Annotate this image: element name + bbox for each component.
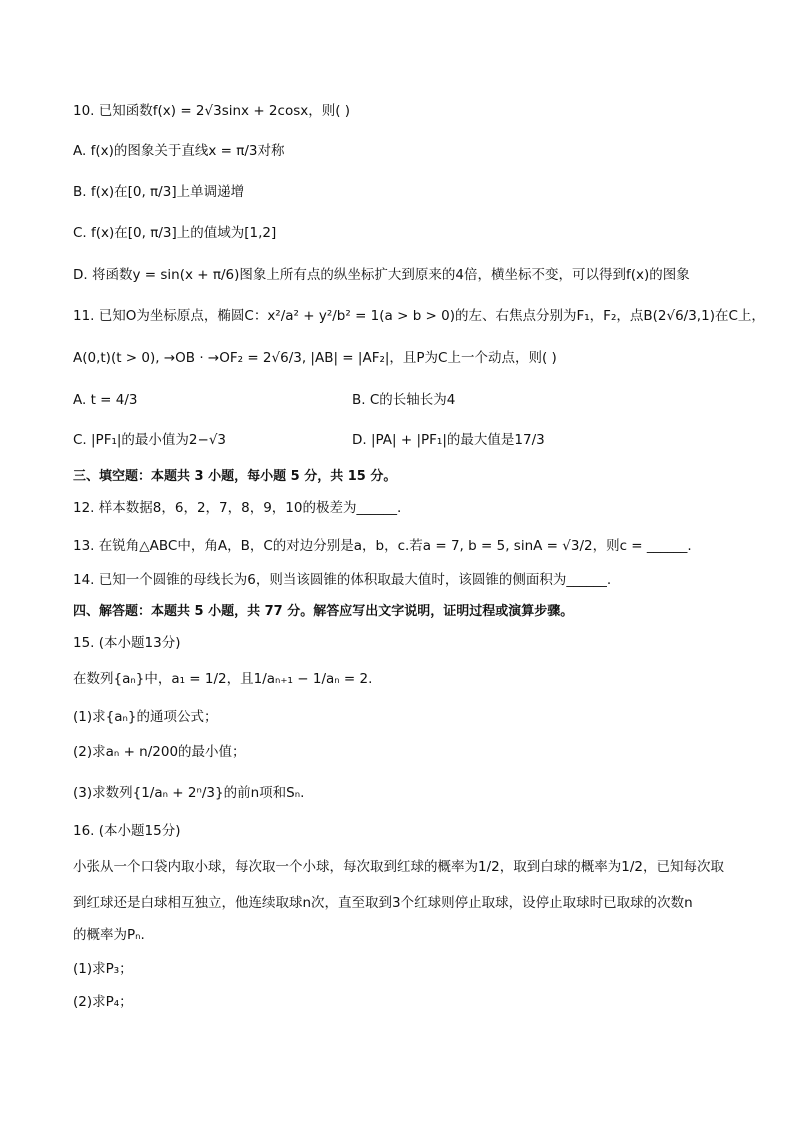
- question-11-option-b: B. C的长轴长为4: [352, 392, 456, 408]
- question-16-stem-line3: 的概率为Pₙ.: [73, 927, 145, 943]
- question-10-stem: 10. 已知函数f(x) = 2√3sinx + 2cosx，则( ): [73, 103, 351, 119]
- question-10-option-c: C. f(x)在[0, π/3]上的值域为[1,2]: [73, 225, 277, 241]
- question-14: 14. 已知一个圆锥的母线长为6，则当该圆锥的体积取最大值时，该圆锥的侧面积为______.: [73, 572, 612, 588]
- question-15-header: 15. (本小题13分): [73, 635, 181, 651]
- question-11-stem-line1: 11. 已知O为坐标原点，椭圆C：x²/a² + y²/b² = 1(a > b > 0)的左、右焦点分别为F₁，F₂，点B(2√6/3,1)在C上，: [73, 308, 765, 324]
- question-16-header: 16. (本小题15分): [73, 823, 181, 839]
- question-10-option-a: A. f(x)的图象关于直线x = π/3对称: [73, 143, 285, 159]
- section-3-heading: 三、填空题：本题共 3 小题，每小题 5 分，共 15 分。: [73, 469, 397, 484]
- question-13: 13. 在锐角△ABC中，角A，B，C的对边分别是a，b，c.若a = 7, b = 5, sinA = √3/2，则c = ______.: [73, 538, 692, 554]
- question-16-part-2: (2)求P₄；: [73, 994, 133, 1010]
- question-16-part-1: (1)求P₃；: [73, 961, 133, 977]
- question-11-stem-line2: A(0,t)(t > 0), →OB · →OF₂ = 2√6/3, |AB| = |AF₂|，且P为C上一个动点，则( ): [73, 350, 557, 366]
- question-10-option-b: B. f(x)在[0, π/3]上单调递增: [73, 184, 245, 200]
- question-10-option-d: D. 将函数y = sin(x + π/6)图象上所有点的纵坐标扩大到原来的4倍，横坐标不变，可以得到f(x)的图象: [73, 267, 690, 283]
- question-15-part-3: (3)求数列{1/aₙ + 2ⁿ/3}的前n项和Sₙ.: [73, 785, 305, 801]
- question-16-stem-line2: 到红球还是白球相互独立，他连续取球n次，直至取到3个红球则停止取球，设停止取球时已取球的次数n: [73, 895, 693, 911]
- question-11-option-d: D. |PA| + |PF₁|的最大值是17/3: [352, 432, 545, 448]
- question-15-stem: 在数列{aₙ}中，a₁ = 1/2，且1/aₙ₊₁ − 1/aₙ = 2.: [73, 671, 373, 687]
- question-15-part-1: (1)求{aₙ}的通项公式；: [73, 709, 218, 725]
- question-11-option-a: A. t = 4/3: [73, 392, 138, 408]
- question-12: 12. 样本数据8，6，2，7，8，9，10的极差为______.: [73, 500, 402, 516]
- section-4-heading: 四、解答题：本题共 5 小题，共 77 分。解答应写出文字说明，证明过程或演算步骤。: [73, 604, 574, 619]
- question-11-option-c: C. |PF₁|的最小值为2−√3: [73, 432, 227, 448]
- question-15-part-2: (2)求aₙ + n/200的最小值；: [73, 744, 246, 760]
- question-16-stem-line1: 小张从一个口袋内取小球，每次取一个小球，每次取到红球的概率为1/2，取到白球的概率为1/2，已知每次取: [73, 859, 724, 875]
